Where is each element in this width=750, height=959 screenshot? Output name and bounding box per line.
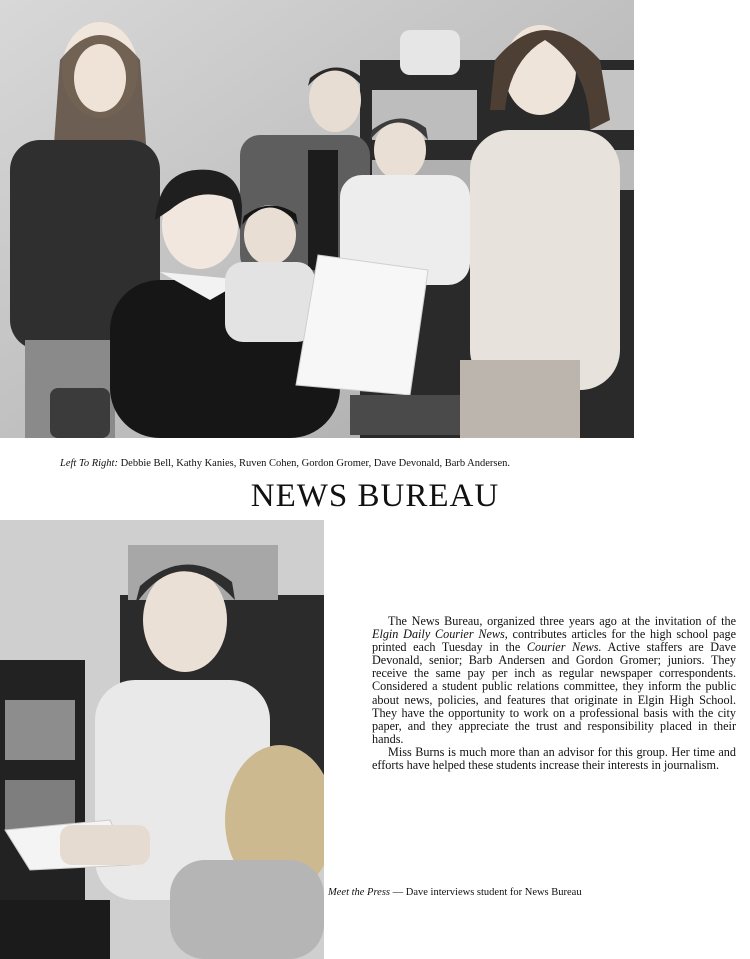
- p1-newspaper-name: Elgin Daily Courier News,: [372, 627, 508, 642]
- page-title: NEWS BUREAU: [250, 478, 500, 514]
- caption-names: Debbie Bell, Kathy Kanies, Ruven Cohen, Gordon Gromer, Dave Devonald, Barb Andersen.: [120, 458, 511, 469]
- article-body: [372, 615, 736, 772]
- article-paragraph-2: Miss Burns is much more than an advisor for this group. Her time and efforts have helped these students increase their interests in journalism.: [372, 744, 736, 773]
- bottom-interview-photo: [0, 520, 324, 959]
- caption-lead: Left To Right:: [60, 458, 118, 469]
- bottom-caption-text: — Dave interviews student for News Bureau: [390, 887, 582, 898]
- bottom-photo-caption: [328, 886, 582, 899]
- top-group-photo: [0, 0, 634, 438]
- top-photo-caption: [60, 457, 510, 470]
- p1-text-e: Active staffers are Dave Devonald, senior; Barb Andersen and Gordon Gromer; juniors. They receive the same pay per inch as regular newspaper correspondents. Considered a student public relations committee, they inform the public about news, policies, and features that originate in Elgin High School. They have the opportunity to work on a professional basis with the city paper, and they appreciate the trust and responsibility placed in their hands.: [372, 640, 736, 746]
- bottom-caption-lead: Meet the Press: [328, 887, 391, 898]
- top-photo-illustration: [0, 0, 634, 438]
- bottom-photo-illustration: [0, 520, 324, 959]
- p1-text-a: The News Bureau, organized three years ago at the invitation of the: [388, 614, 736, 628]
- p1-newspaper-short: Courier News.: [526, 640, 602, 655]
- article-paragraph-1: [372, 615, 736, 746]
- p1-text-c: contributes articles for the high school page printed each Tuesday in the: [372, 627, 736, 655]
